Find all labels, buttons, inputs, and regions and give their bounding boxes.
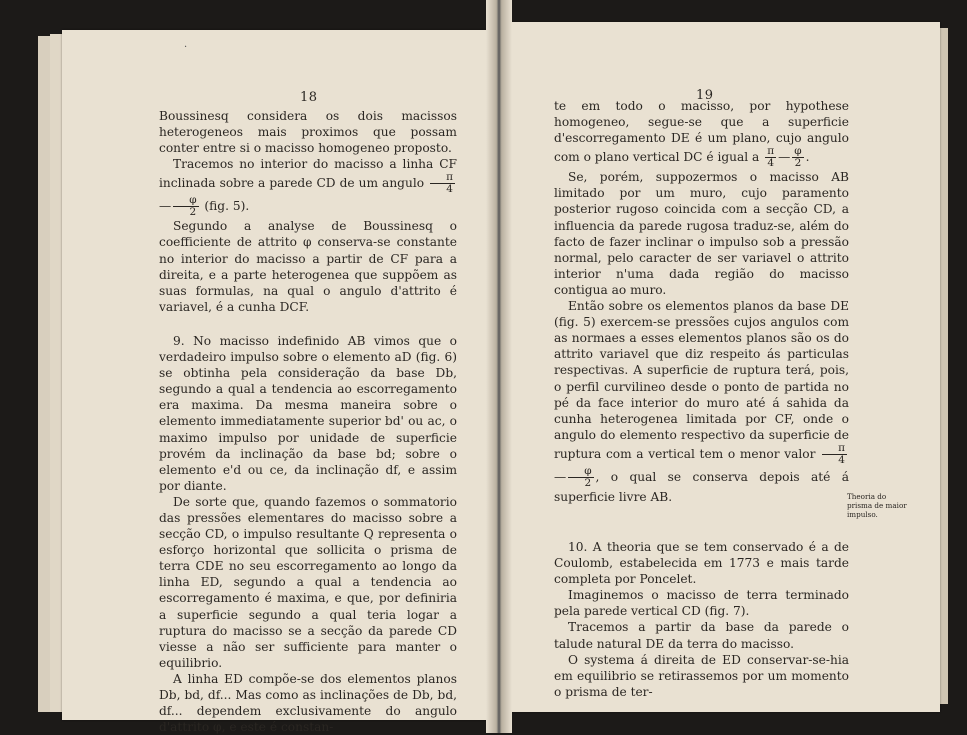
paragraph: Tracemos no interior do macisso a linha CF inclinada sobre a parede CD de um angulo $\frac{\pi}{4}$ — $\frac{\varphi}{2}$ (fig. 5).	[159, 157, 457, 219]
paragraph: Segundo a analyse de Boussinesq o coefficiente de attrito φ conserva-se constante no interior do macisso a partir de CF para a direita, e a parte heterogenea que suppõem as suas formulas, na qual o angulo d'attrito é variavel, é a cunha DCF.	[159, 219, 457, 314]
paragraph: Boussinesq considera os dois macissos heterogeneos mais proximos que possam conter entre si o macisso homogeneo proposto.	[159, 109, 457, 156]
page-number-right: 19	[696, 88, 714, 103]
right-page-text	[554, 98, 849, 700]
paragraph: 9. No macisso indefinido AB vimos que o verdadeiro impulso sobre o elemento aD (fig. 6) se obtinha pela consideração da base Db, segundo a qual a tendencia ao escorregamento era maxima. Da mesma maneira sobre o elemento immediatamente superior bd' ou ac, o maximo impulso por unidade de superficie provém da inclinação da base bd; sobre o elemento e'd ou ce, da inclinação df, e assim por diante.	[159, 333, 457, 493]
page-edges-right	[940, 28, 948, 704]
fraction: $\frac{\varphi}{2}$	[173, 195, 198, 218]
fraction: $\frac{\pi}{4}$	[767, 145, 775, 170]
paragraph: Então sobre os elementos planos da base DE (fig. 5) exercem-se pressões cujos angulos com as normaes a esses elementos planos são os do attrito variavel que diz respeito ás particulas respectivas. A superficie de ruptura terá, pois, o perfil curvilineo desde o ponto de partida no pé da face interior do muro até á sahida da cunha heterogenea limitada por CF, onde o angulo do elemento respectivo da superficie de ruptura com a vertical tem o menor valor $\frac{\pi}{4}$ — $\frac{\varphi}{2}$ , o qual se conserva depois até á superficie livre AB.	[554, 299, 849, 504]
paragraph: A linha ED compõe-se dos elementos planos Db, bd, df... Mas como as inclinações de Db, bd, df... dependem exclusivamente do angulo d'attrito φ, e este é constan-	[159, 671, 457, 735]
paragraph: Imaginemos o macisso de terra terminado pela parede vertical CD (fig. 7).	[554, 588, 849, 619]
paragraph: te em todo o macisso, por hypothese homogeneo, segue-se que a superficie d'escorregamento DE é um plano, cujo angulo com o plano vertical DC é igual a $\frac{\pi}{4}$ — $\frac{\varphi}{2}$ .	[554, 99, 849, 170]
paragraph: Se, porém, suppozermos o macisso AB limitado por um muro, cujo paramento posterior rugoso coincida com a secção CD, a influencia da parede rugosa traduz-se, além do facto de fazer inclinar o impulso sob a pressão normal, pelo caracter de ser variavel o attrito interior n'uma dada região do macisso contigua ao muro.	[554, 170, 849, 297]
page-number-left: 18	[300, 90, 318, 105]
paragraph: Tracemos a partir da base da parede o talude natural DE da terra do macisso.	[554, 620, 849, 651]
fraction: $\frac{\varphi}{2}$	[568, 466, 593, 489]
right-page	[500, 22, 940, 712]
left-page	[62, 30, 500, 735]
fraction: $\frac{\pi}{4}$	[430, 172, 455, 195]
paragraph: 10. A theoria que se tem conservado é a de Coulomb, estabelecida em 1773 e mais tarde completa por Poncelet.	[554, 539, 849, 587]
paragraph: O systema á direita de ED conservar-se-hia em equilibrio se retirassemos por um momento o prisma de ter-	[554, 652, 849, 699]
fraction: $\frac{\varphi}{2}$	[794, 145, 802, 170]
paragraph: De sorte que, quando fazemos o sommatorio das pressões elementares do macisso sobre a secção CD, o impulso resultante Q representa o esforço horizontal que sollicita o prisma de terra CDE no seu escorregamento ao longo da linha ED, segundo a qual a tendencia ao escorregamento é maxima, e que, por definiria a superficie segundo a qual teria logar a ruptura do macisso se a secção da parede CD viesse a não ser sufficiente para manter o equilibrio.	[159, 494, 457, 670]
book-gutter	[486, 0, 512, 733]
margin-note: Theoria do prisma de maior impulso.	[847, 492, 907, 519]
left-page-text	[159, 108, 457, 735]
fraction: $\frac{\pi}{4}$	[822, 443, 847, 466]
ink-speck: ·	[184, 42, 188, 53]
